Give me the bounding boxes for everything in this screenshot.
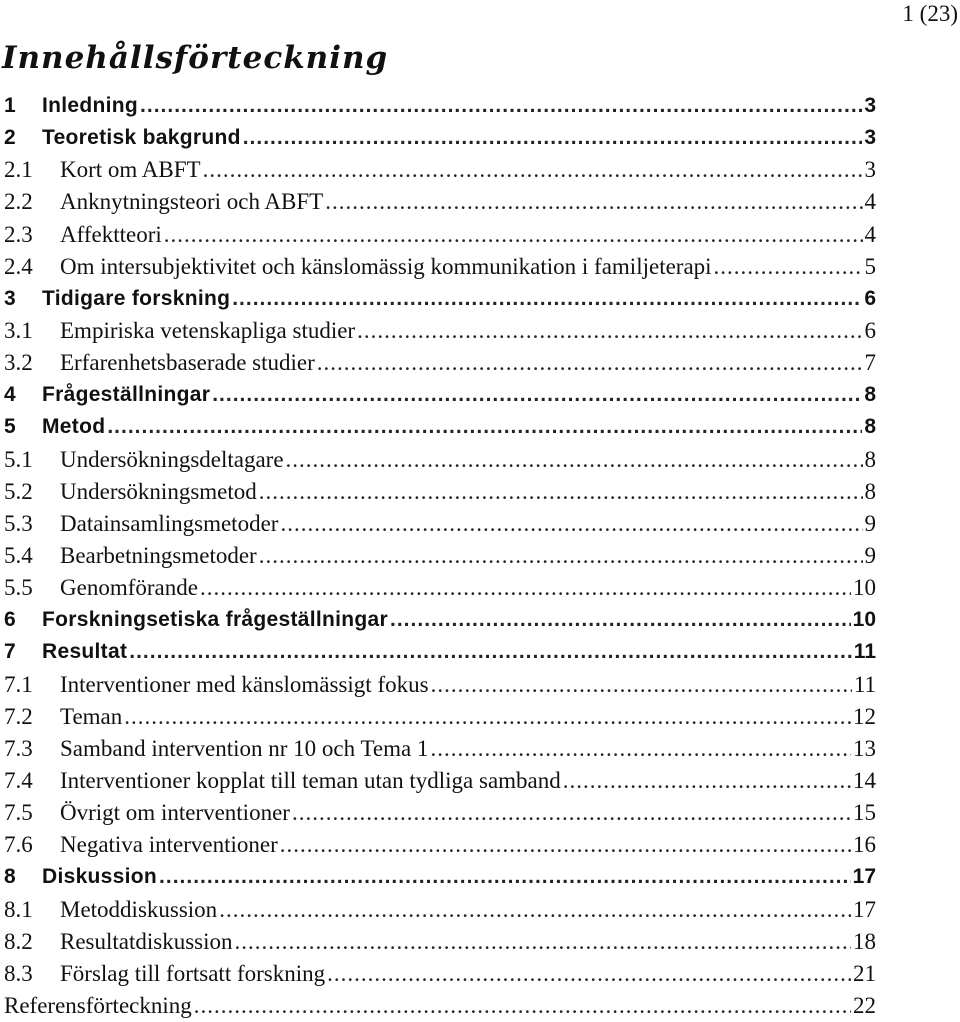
dot-leader [243,122,863,154]
dot-leader [280,829,851,861]
toc-entry-page: 8 [864,446,876,472]
toc-entry-number: 2.1 [4,157,33,183]
toc-entry-label[interactable]: Övrigt om interventioner [60,800,290,826]
toc-entry-page: 12 [853,703,876,729]
toc-entry[interactable] [4,90,876,122]
toc-entry-label[interactable]: Interventioner kopplat till teman utan tydliga samband [60,767,561,793]
dot-leader [292,797,851,829]
dot-leader [129,636,852,668]
toc-entry-number: 7 [4,640,16,664]
toc-entry-label[interactable]: Erfarenhetsbaserade studier [60,350,315,376]
toc-entry-page: 18 [853,928,876,954]
toc-list [4,90,876,1022]
toc-entry[interactable] [4,540,876,572]
toc-entry[interactable] [4,765,876,797]
dot-leader [259,476,863,508]
toc-entry-label[interactable]: Affektteori [60,221,162,247]
toc-entry-label[interactable]: Resultat [42,640,128,664]
toc-entry-page: 9 [864,542,876,568]
toc-entry-number: 1 [4,94,16,117]
toc-entry-page: 13 [853,735,876,761]
dot-leader [107,411,862,443]
toc-entry-page: 4 [864,189,876,215]
dot-leader [159,861,851,893]
toc-entry-label[interactable]: Empiriska vetenskapliga studier [60,317,356,343]
dot-leader [232,283,862,315]
toc-entry-label[interactable]: Forskningsetiska frågeställningar [42,608,389,632]
toc-entry[interactable] [4,154,876,186]
toc-entry-number: 5.2 [4,478,33,504]
toc-entry-page: 14 [853,767,876,793]
toc-entry[interactable] [4,636,876,668]
toc-entry[interactable] [4,315,876,347]
toc-entry-label[interactable]: Samband intervention nr 10 och Tema 1 [60,735,429,761]
toc-title: Innehållsförteckning [2,40,389,76]
toc-entry-page: 11 [853,640,876,664]
toc-entry-number: 2.3 [4,221,33,247]
dot-leader [431,669,852,701]
toc-entry-number: 5.1 [4,446,33,472]
toc-entry[interactable] [4,122,876,154]
dot-leader [203,154,863,186]
toc-entry-number: 5.3 [4,510,33,536]
toc-entry-number: 7.3 [4,735,33,761]
toc-entry[interactable] [4,508,876,540]
toc-entry-label[interactable]: Undersökningsdeltagare [60,446,284,472]
toc-entry[interactable] [4,926,876,958]
toc-entry-number: 3.2 [4,350,33,376]
dot-leader [430,733,851,765]
toc-entry[interactable] [4,701,876,733]
toc-entry[interactable] [4,444,876,476]
toc-entry[interactable] [4,347,876,379]
toc-entry-page: 7 [864,350,876,376]
toc-entry-page: 5 [864,253,876,279]
toc-entry-page: 11 [853,671,876,697]
toc-entry-page: 8 [864,415,876,439]
toc-entry-label[interactable]: Metod [42,415,106,439]
toc-entry-page: 8 [864,478,876,504]
dot-leader [212,379,862,411]
toc-entry-number: 7.5 [4,800,33,826]
toc-entry-label[interactable]: Bearbetningsmetoder [60,542,257,568]
toc-entry-number: 8.2 [4,928,33,954]
dot-leader [327,958,851,990]
dot-leader [390,604,851,636]
dot-leader [235,926,851,958]
dot-leader [164,219,863,251]
toc-entry-number: 2 [4,126,16,150]
dot-leader [317,347,863,379]
toc-entry-label[interactable]: Referensförteckning [4,992,192,1018]
toc-entry[interactable] [4,251,876,283]
toc-entry[interactable] [4,797,876,829]
dot-leader [325,186,862,218]
toc-entry-number: 2.4 [4,253,33,279]
toc-entry-number: 5.5 [4,575,33,601]
toc-entry-number: 2.2 [4,189,33,215]
toc-entry-page: 6 [864,286,876,310]
toc-entry-number: 5 [4,415,16,439]
toc-entry-label[interactable]: Negativa interventioner [60,832,278,858]
toc-entry-label[interactable]: Undersökningsmetod [60,478,257,504]
toc-entry-number: 8 [4,865,16,889]
toc-entry-label[interactable]: Metoddiskussion [60,896,218,922]
toc-entry[interactable] [4,219,876,251]
toc-entry-page: 4 [864,221,876,247]
toc-entry-page: 16 [853,832,876,858]
toc-entry-label[interactable]: Interventioner med känslomässigt fokus [60,671,429,697]
dot-leader [140,90,862,122]
dot-leader [714,251,863,283]
toc-entry-number: 7.6 [4,832,33,858]
dot-leader [563,765,851,797]
toc-entry[interactable] [4,990,876,1022]
toc-entry-page: 10 [852,608,876,632]
toc-entry[interactable] [4,283,876,315]
toc-entry-label[interactable]: Tidigare forskning [42,286,231,310]
toc-entry[interactable] [4,861,876,893]
dot-leader [286,444,863,476]
toc-entry-number: 7.1 [4,671,33,697]
toc-entry[interactable] [4,379,876,411]
toc-entry[interactable] [4,572,876,604]
toc-entry-label[interactable]: Diskussion [42,865,158,889]
toc-entry-number: 6 [4,608,16,632]
toc-entry-number: 3 [4,286,16,310]
toc-entry-label[interactable]: Resultatdiskussion [60,928,233,954]
toc-entry-page: 9 [864,510,876,536]
dot-leader [259,540,863,572]
toc-entry[interactable] [4,733,876,765]
toc-entry-page: 8 [864,383,876,407]
toc-entry-number: 8.3 [4,960,33,986]
toc-entry[interactable] [4,669,876,701]
toc-entry[interactable] [4,186,876,218]
toc-entry-number: 3.1 [4,317,33,343]
toc-entry-page: 3 [864,94,876,117]
toc-entry-number: 5.4 [4,542,33,568]
toc-entry-number: 4 [4,383,16,407]
toc-entry[interactable] [4,894,876,926]
toc-entry-label[interactable]: Teoretisk bakgrund [42,126,241,150]
dot-leader [124,701,851,733]
toc-entry-label[interactable]: Anknytningsteori och ABFT [60,189,324,215]
toc-entry-page: 17 [852,865,876,889]
toc-entry-label[interactable]: Om intersubjektivitet och känslomässig kommunikation i familjeterapi [60,253,712,279]
dot-leader [219,894,851,926]
toc-entry[interactable] [4,476,876,508]
toc-entry-page: 3 [864,157,876,183]
page-number: 1 (23) [902,1,958,26]
toc-entry-label[interactable]: Genomförande [60,575,198,601]
toc-entry-label[interactable]: Kort om ABFT [60,157,201,183]
toc-entry-page: 10 [853,575,876,601]
dot-leader [200,572,851,604]
toc-entry-page: 6 [864,317,876,343]
dot-leader [357,315,862,347]
toc-entry-number: 8.1 [4,896,33,922]
toc-entry-page: 17 [853,896,876,922]
toc-entry-label[interactable]: Inledning [42,94,139,117]
toc-entry[interactable] [4,829,876,861]
toc-entry-number: 7.4 [4,767,33,793]
toc-entry[interactable] [4,958,876,990]
dot-leader [280,508,862,540]
toc-entry-page: 3 [864,126,876,150]
toc-entry-label[interactable]: Datainsamlingsmetoder [60,510,279,536]
toc-entry-page: 15 [853,800,876,826]
dot-leader [194,990,851,1022]
toc-entry-label[interactable]: Teman [60,703,123,729]
toc-entry[interactable] [4,604,876,636]
toc-entry-page: 22 [853,992,876,1018]
toc-entry-page: 21 [853,960,876,986]
toc-entry-label[interactable]: Frågeställningar [42,383,211,407]
toc-entry-label[interactable]: Förslag till fortsatt forskning [60,960,326,986]
toc-entry[interactable] [4,411,876,443]
toc-entry-number: 7.2 [4,703,33,729]
